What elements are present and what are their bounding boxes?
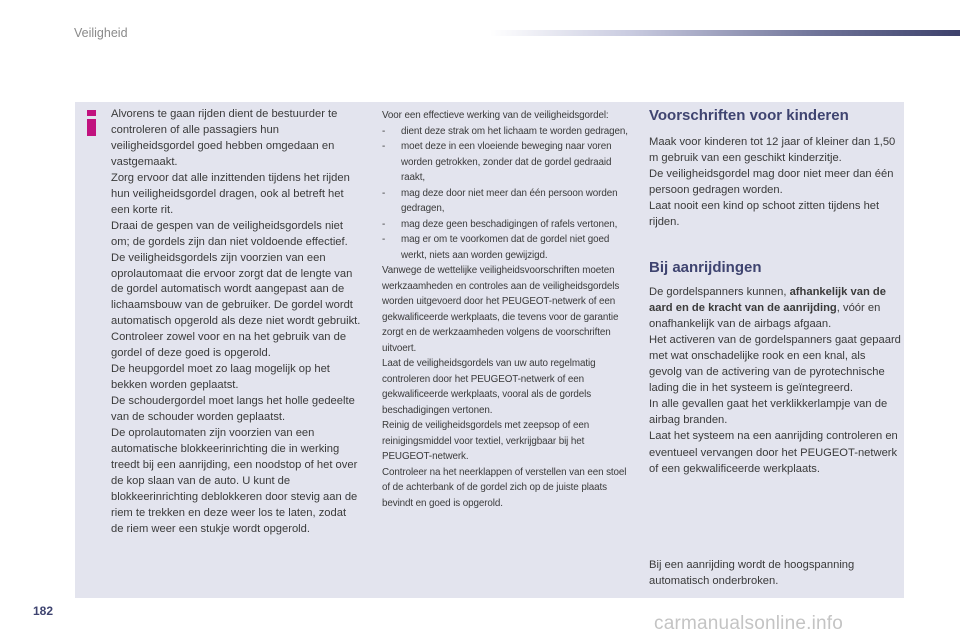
- paragraph: Maak voor kinderen tot 12 jaar of kleiner dan 1,50 m gebruik van een geschikt kinderzitje.: [649, 136, 896, 165]
- info-column-1: [111, 107, 361, 538]
- list-item-text: mag deze geen beschadigingen of rafels vertonen,: [401, 218, 618, 230]
- paragraph: De veiligheidsgordels zijn voorzien van een oprolautomaat die ervoor zorgt dat de lengte van de gordel automatisch wordt aangepast aan de lichaamsbouw van de gebruiker. De gordel wordt automatisch opgerold als deze niet wordt gebruikt.: [111, 251, 361, 328]
- paragraph: In alle gevallen gaat het verklikkerlampje van de airbag branden.: [649, 398, 888, 427]
- paragraph: Laat de veiligheidsgordels van uw auto regelmatig controleren door het PEUGEOT-netwerk of een gekwalificeerde werkplaats, vooral als de gordels beschadigingen vertonen.: [382, 358, 596, 416]
- info-icon: [86, 110, 98, 136]
- paragraph: Draai de gespen van de veiligheidsgordels niet om; de gordels zijn dan niet voldoende effectief.: [111, 219, 348, 248]
- info-column-3: [649, 106, 901, 477]
- info-column-2: [382, 108, 634, 511]
- paragraph: Het activeren van de gordelspanners gaat gepaard met wat onschadelijke rook en een knal, als gevolg van de activering van de pyrotechnische lading die in het systeem is geïntegreerd.: [649, 333, 901, 395]
- paragraph: Reinig de veiligheidsgordels met zeepsop of een reinigingsmiddel voor textiel, verkrijgbaar bij het PEUGEOT-netwerk.: [382, 420, 590, 462]
- paragraph: Zorg ervoor dat alle inzittenden tijdens het rijden hun veiligheidsgordel dragen, ook al betreft het een korte rit.: [111, 171, 350, 216]
- paragraph: De veiligheidsgordel mag door niet meer dan één persoon gedragen worden.: [649, 168, 894, 197]
- paragraph: [649, 284, 901, 332]
- page-header-title: Veiligheid: [74, 26, 128, 40]
- high-voltage-note: Bij een aanrijding wordt de hoogspanning automatisch onderbroken.: [649, 559, 855, 588]
- watermark: carmanualsonline.info: [654, 613, 844, 634]
- paragraph: Laat nooit een kind op schoot zitten tijdens het rijden.: [649, 200, 880, 229]
- header-bar: [490, 30, 960, 36]
- paragraph: Alvorens te gaan rijden dient de bestuurder te controleren of alle passagiers hun veiligheidsgordel goed hebben omgedaan en vastgemaakt.: [111, 108, 338, 168]
- dash-bullet: -: [382, 141, 386, 152]
- dash-bullet: -: [382, 234, 386, 245]
- list-item-text: moet deze in een vloeiende beweging naar voren worden getrokken, zonder dat de gordel gedraaid raakt,: [401, 141, 612, 183]
- text-run: De gordelspanners kunnen,: [649, 285, 790, 298]
- list-item: [382, 186, 634, 217]
- paragraph: De schoudergordel moet langs het holle gedeelte van de schouder worden geplaatst.: [111, 395, 355, 424]
- paragraph: De oprolautomaten zijn voorzien van een automatische blokkeerinrichting die in werking treedt bij een aanrijding, een noodstop of het over de kop slaan van de auto. U kunt de blokkeerinrichting deblokkeren door stevig aan de riem te trekken en deze weer los te laten, zodat de riem weer een stukje wordt opgerold.: [111, 427, 358, 535]
- paragraph: Controleer zowel voor en na het gebruik van de gordel of deze goed is opgerold.: [111, 331, 347, 360]
- list-item-text: dient deze strak om het lichaam te worden gedragen,: [401, 125, 628, 137]
- list-item: [382, 124, 634, 140]
- section-heading-kinderen: Voorschriften voor kinderen: [649, 107, 849, 124]
- list-item: [382, 139, 634, 186]
- intro-text: Voor een effectieve werking van de veiligheidsgordel:: [382, 110, 609, 121]
- dash-bullet: -: [382, 187, 386, 199]
- page-number: 182: [33, 604, 54, 618]
- list-item-text: mag er om te voorkomen dat de gordel niet goed werkt, niets aan worden gewijzigd.: [401, 234, 610, 261]
- list-item: [382, 217, 634, 233]
- list-item-text: mag deze door niet meer dan één persoon worden gedragen,: [401, 187, 618, 214]
- list-item: [382, 232, 634, 263]
- paragraph: De heupgordel moet zo laag mogelijk op het bekken worden geplaatst.: [111, 363, 330, 392]
- text-run: , vóór en onafhankelijk van de airbags afgaan.: [649, 301, 881, 330]
- bold-text-run: afhankelijk van de aard en de kracht van de aanrijding: [649, 285, 886, 314]
- dash-bullet: -: [382, 125, 386, 137]
- paragraph: Controleer na het neerklappen of verstellen van een stoel of de achterbank of de gordel zich op de juiste plaats bevindt en goed is opgerold.: [382, 466, 627, 509]
- paragraph: Laat het systeem na een aanrijding controleren en eventueel vervangen door het PEUGEOT-netwerk of een gekwalificeerde werkplaats.: [649, 430, 898, 475]
- paragraph: Vanwege de wettelijke veiligheidsvoorschriften moeten werkzaamheden en controles aan de veiligheidsgordels worden uitgevoerd door het PEUGEOT-netwerk of een gekwalificeerde werkplaats, die tevens voor de garantie zorgt en de werkzaamheden volgens de voorschriften uitvoert.: [382, 265, 620, 354]
- section-heading-aanrijdingen: Bij aanrijdingen: [649, 258, 762, 276]
- dash-bullet: -: [382, 218, 386, 230]
